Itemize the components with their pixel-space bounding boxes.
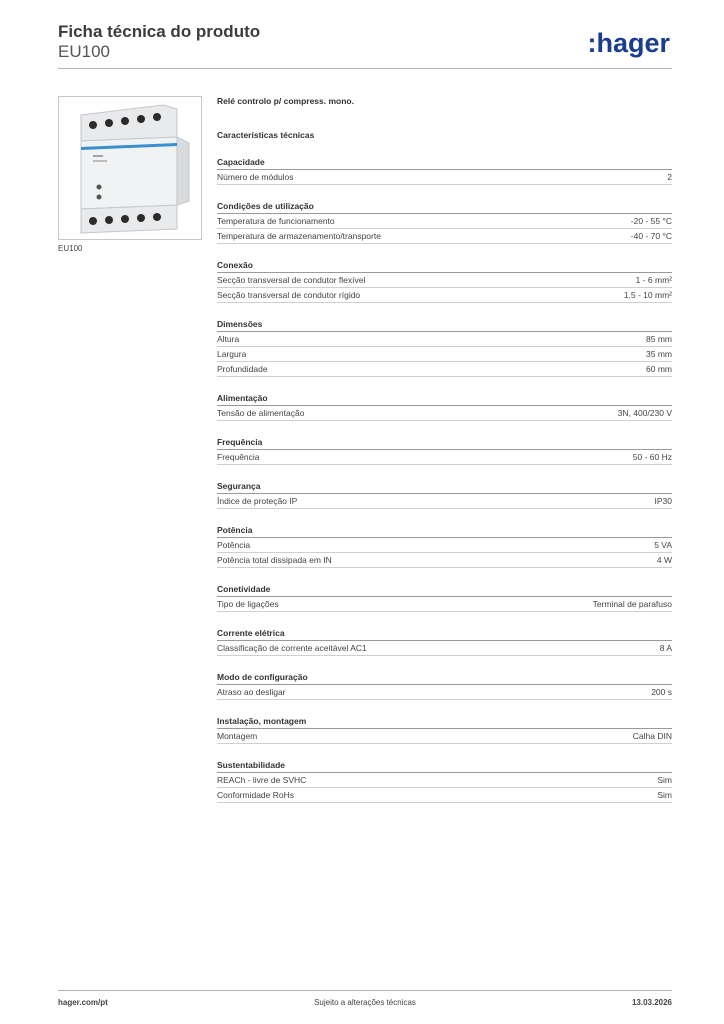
spec-section <box>217 670 672 700</box>
spec-row <box>217 406 672 421</box>
spec-label: Frequência <box>217 452 260 462</box>
header-divider <box>58 68 672 69</box>
spec-label: Altura <box>217 334 240 344</box>
spec-row <box>217 288 672 303</box>
spec-label: Secção transversal de condutor rígido <box>217 290 361 300</box>
spec-value: -40 - 70 °C <box>630 231 672 241</box>
product-reference: EU100 <box>58 42 110 61</box>
footer-date: 13.03.2026 <box>631 998 672 1007</box>
din-rail-relay-illustration <box>59 97 201 239</box>
spec-label: Tensão de alimentação <box>217 408 305 418</box>
product-description: Relé controlo p/ compress. mono. <box>217 96 354 106</box>
section-title: Frequência <box>217 435 672 450</box>
spec-value: 1 - 6 mm² <box>635 275 672 285</box>
spec-section <box>217 758 672 803</box>
section-title: Alimentação <box>217 391 672 406</box>
section-title: Dimensões <box>217 317 672 332</box>
spec-row <box>217 553 672 568</box>
spec-section <box>217 155 672 185</box>
section-title: Segurança <box>217 479 672 494</box>
section-title: Condições de utilização <box>217 199 672 214</box>
spec-section <box>217 523 672 568</box>
spec-section <box>217 479 672 509</box>
spec-section <box>217 258 672 303</box>
section-title: Conetividade <box>217 582 672 597</box>
section-title: Instalação, montagem <box>217 714 672 729</box>
svg-text::hager: :hager <box>587 28 670 58</box>
section-title: Potência <box>217 523 672 538</box>
spec-value: 4 W <box>656 555 672 565</box>
spec-row <box>217 773 672 788</box>
section-title: Modo de configuração <box>217 670 672 685</box>
footer-website: hager.com/pt <box>58 998 108 1007</box>
product-image <box>58 96 202 240</box>
spec-row <box>217 214 672 229</box>
section-title: Corrente elétrica <box>217 626 672 641</box>
spec-value: 3N, 400/230 V <box>617 408 672 418</box>
spec-value: 8 A <box>659 643 672 653</box>
spec-row <box>217 729 672 744</box>
spec-value: 2 <box>667 172 672 182</box>
spec-label: Número de módulos <box>217 172 294 182</box>
spec-label: Profundidade <box>217 364 268 374</box>
spec-label: Secção transversal de condutor flexível <box>217 275 366 285</box>
spec-row <box>217 450 672 465</box>
page-header <box>58 20 672 70</box>
spec-row <box>217 597 672 612</box>
spec-label: Temperatura de funcionamento <box>217 216 335 226</box>
spec-row <box>217 494 672 509</box>
spec-section <box>217 582 672 612</box>
spec-row <box>217 332 672 347</box>
section-title: Capacidade <box>217 155 672 170</box>
section-title: Sustentabilidade <box>217 758 672 773</box>
spec-label: Índice de proteção IP <box>217 496 298 506</box>
spec-value: 35 mm <box>646 349 672 359</box>
spec-label: REACh - livre de SVHC <box>217 775 307 785</box>
spec-label: Atraso ao desligar <box>217 687 286 697</box>
spec-row <box>217 788 672 803</box>
image-caption: EU100 <box>58 244 83 253</box>
spec-value: Terminal de parafuso <box>592 599 672 609</box>
spec-value: 85 mm <box>646 334 672 344</box>
document-title: Ficha técnica do produto <box>58 22 261 41</box>
spec-value: -20 - 55 °C <box>630 216 672 226</box>
spec-row <box>217 538 672 553</box>
spec-row <box>217 685 672 700</box>
spec-section <box>217 317 672 377</box>
spec-label: Potência <box>217 540 251 550</box>
spec-value: IP30 <box>654 496 672 506</box>
spec-value: 200 s <box>651 687 672 697</box>
spec-label: Largura <box>217 349 247 359</box>
spec-label: Potência total dissipada em IN <box>217 555 332 565</box>
spec-label: Classificação de corrente aceitável AC1 <box>217 643 367 653</box>
spec-row <box>217 347 672 362</box>
footer-notice: Sujeito a alterações técnicas <box>314 998 416 1007</box>
spec-section <box>217 714 672 744</box>
spec-label: Montagem <box>217 731 258 741</box>
spec-value: Sim <box>657 775 672 785</box>
hager-logo <box>582 26 672 60</box>
spec-label: Conformidade RoHs <box>217 790 295 800</box>
spec-section <box>217 435 672 465</box>
spec-row <box>217 229 672 244</box>
spec-row <box>217 273 672 288</box>
footer-divider <box>58 990 672 991</box>
spec-value: 60 mm <box>646 364 672 374</box>
page-footer <box>58 998 672 1010</box>
spec-section <box>217 626 672 656</box>
spec-value: Calha DIN <box>632 731 672 741</box>
spec-sections <box>217 155 672 803</box>
spec-value: 50 - 60 Hz <box>632 452 672 462</box>
spec-value: 1.5 - 10 mm² <box>623 290 672 300</box>
spec-row <box>217 362 672 377</box>
spec-content <box>217 95 672 803</box>
spec-value: 5 VA <box>654 540 672 550</box>
section-title: Conexão <box>217 258 672 273</box>
spec-value: Sim <box>657 790 672 800</box>
spec-row <box>217 170 672 185</box>
spec-label: Tipo de ligações <box>217 599 279 609</box>
spec-label: Temperatura de armazenamento/transporte <box>217 231 381 241</box>
spec-section <box>217 391 672 421</box>
spec-row <box>217 641 672 656</box>
spec-section <box>217 199 672 244</box>
characteristics-title: Características técnicas <box>217 130 315 140</box>
